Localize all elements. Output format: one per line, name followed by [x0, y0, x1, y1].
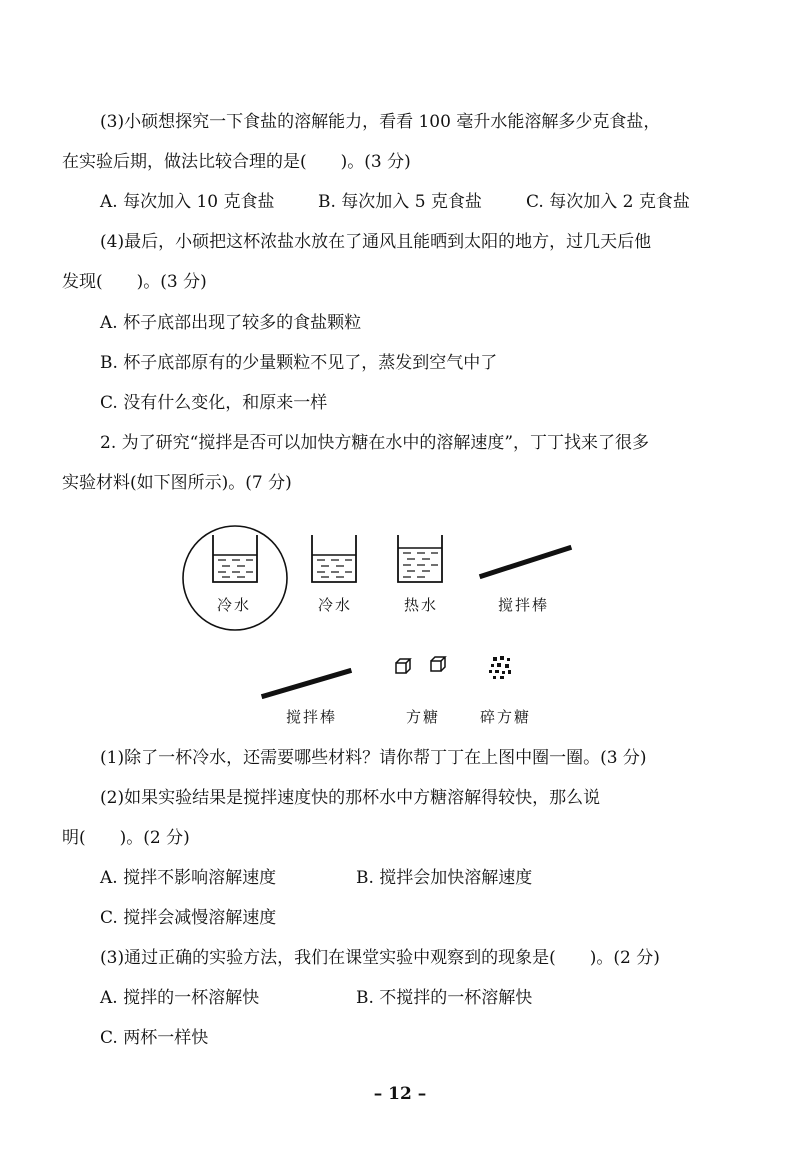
- q2-3-option-c: C. 两杯一样快: [100, 1028, 209, 1048]
- page-number: – 12 –: [373, 1084, 427, 1104]
- beaker-cold-water-circled-icon: [213, 535, 257, 582]
- q1-4-option-b: B. 杯子底部原有的少量颗粒不见了，蒸发到空气中了: [100, 353, 498, 373]
- q1-4-stem-line1: (4)最后，小硕把这杯浓盐水放在了通风且能晒到太阳的地方，过几天后他: [100, 232, 652, 252]
- q2-3-option-b: B. 不搅拌的一杯溶解快: [356, 988, 533, 1008]
- q1-3-stem-line2: 在实验后期，做法比较合理的是( )。(3 分): [62, 152, 411, 172]
- label-hot-water: 热水: [404, 596, 439, 614]
- q1-3-option-c: C. 每次加入 2 克食盐: [526, 192, 690, 212]
- q2-2-stem-line2: 明( )。(2 分): [62, 828, 190, 848]
- q1-4-option-c: C. 没有什么变化，和原来一样: [100, 393, 328, 413]
- q2-1-stem: (1)除了一杯冷水，还需要哪些材料？请你帮丁丁在上图中圈一圈。(3 分): [100, 748, 647, 768]
- beaker-cold-water-icon: [312, 535, 356, 582]
- q1-3-option-a: A. 每次加入 10 克食盐: [100, 192, 275, 212]
- stirring-rod-icon: [264, 671, 349, 696]
- label-cold-water-2: 冷水: [318, 596, 353, 614]
- q1-4-stem-line2: 发现( )。(3 分): [62, 272, 207, 292]
- materials-figure: [180, 520, 600, 740]
- q2-2-option-b: B. 搅拌会加快溶解速度: [356, 868, 533, 888]
- beaker-hot-water-icon: [398, 535, 442, 582]
- q2-2-stem-line1: (2)如果实验结果是搅拌速度快的那杯水中方糖溶解得较快，那么说: [100, 788, 601, 808]
- sugar-cube-icon: [396, 659, 410, 673]
- label-cold-water-1: 冷水: [217, 596, 252, 614]
- q2-2-option-c: C. 搅拌会减慢溶解速度: [100, 908, 277, 928]
- q2-stem-line1: 2. 为了研究“搅拌是否可以加快方糖在水中的溶解速度”，丁丁找来了很多: [100, 433, 650, 453]
- crushed-sugar-icon: [489, 656, 511, 679]
- label-stirring-rod-2: 搅拌棒: [286, 708, 338, 726]
- q1-4-option-a: A. 杯子底部出现了较多的食盐颗粒: [100, 313, 362, 333]
- stirring-rod-icon: [482, 548, 569, 576]
- q2-3-stem: (3)通过正确的实验方法，我们在课堂实验中观察到的现象是( )。(2 分): [100, 948, 660, 968]
- q2-stem-line2: 实验材料(如下图所示)。(7 分): [62, 473, 292, 493]
- sugar-cube-icon: [431, 657, 445, 671]
- q1-3-stem-line1: (3)小硕想探究一下食盐的溶解能力，看看 100 毫升水能溶解多少克食盐，: [100, 112, 661, 132]
- label-sugar-cube: 方糖: [406, 708, 441, 726]
- label-stirring-rod-1: 搅拌棒: [498, 596, 550, 614]
- q1-3-option-b: B. 每次加入 5 克食盐: [318, 192, 482, 212]
- label-crushed-sugar: 碎方糖: [480, 708, 532, 726]
- q2-2-option-a: A. 搅拌不影响溶解速度: [100, 868, 277, 888]
- q2-3-option-a: A. 搅拌的一杯溶解快: [100, 988, 260, 1008]
